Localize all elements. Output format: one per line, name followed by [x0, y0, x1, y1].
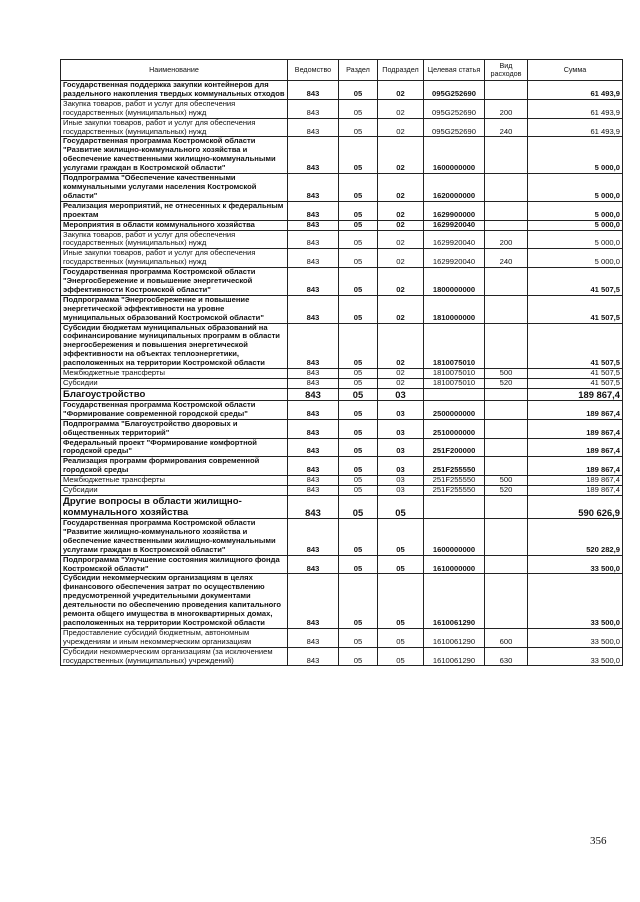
cell-sum: 33 500,0	[528, 574, 623, 628]
cell-target: 1600000000	[424, 137, 485, 174]
cell-target: 095G252690	[424, 81, 485, 100]
cell-sum: 189 867,4	[528, 438, 623, 457]
cell-dept: 843	[288, 574, 339, 628]
table-row	[61, 486, 623, 496]
cell-type	[485, 174, 528, 202]
cell-section: 05	[339, 379, 378, 389]
cell-dept: 843	[288, 230, 339, 249]
cell-subsection: 05	[378, 518, 424, 555]
cell-section: 05	[339, 518, 378, 555]
cell-type	[485, 81, 528, 100]
cell-target: 1610061290	[424, 574, 485, 628]
cell-target: 1800000000	[424, 268, 485, 296]
cell-type	[485, 555, 528, 574]
cell-section: 05	[339, 647, 378, 666]
cell-sum: 5 000,0	[528, 249, 623, 268]
cell-dept: 843	[288, 495, 339, 518]
cell-target	[424, 495, 485, 518]
cell-target	[424, 388, 485, 400]
cell-sum: 189 867,4	[528, 419, 623, 438]
cell-target: 095G252690	[424, 118, 485, 137]
cell-type	[485, 323, 528, 369]
cell-dept: 843	[288, 174, 339, 202]
cell-type	[485, 268, 528, 296]
cell-section: 05	[339, 574, 378, 628]
cell-name: Межбюджетные трансферты	[61, 476, 288, 486]
cell-subsection: 02	[378, 99, 424, 118]
cell-type	[485, 388, 528, 400]
cell-type: 500	[485, 369, 528, 379]
cell-section: 05	[339, 486, 378, 496]
cell-target: 1600000000	[424, 518, 485, 555]
cell-type: 200	[485, 99, 528, 118]
cell-sum: 61 493,9	[528, 81, 623, 100]
cell-name: Субсидии бюджетам муниципальных образований на софинансирование муниципальных программ в области энергосбережения и повышения энергетической эффективности на объектах теплоэнергетики, расположенных на территории Костромской области	[61, 323, 288, 369]
cell-sum: 41 507,5	[528, 323, 623, 369]
cell-section: 05	[339, 99, 378, 118]
cell-sum: 61 493,9	[528, 99, 623, 118]
cell-section: 05	[339, 495, 378, 518]
table-row	[61, 99, 623, 118]
cell-sum: 41 507,5	[528, 379, 623, 389]
cell-name: Субсидии	[61, 379, 288, 389]
cell-section: 05	[339, 201, 378, 220]
cell-sum: 189 867,4	[528, 486, 623, 496]
header-subsection: Подраздел	[378, 60, 424, 81]
table-row	[61, 476, 623, 486]
cell-target: 1629920040	[424, 220, 485, 230]
cell-type	[485, 518, 528, 555]
cell-name: Подпрограмма "Энергосбережение и повышение энергетической эффективности на уровне муниципальных образований Костромской области"	[61, 295, 288, 323]
cell-target: 1610061290	[424, 628, 485, 647]
cell-target: 251F255550	[424, 457, 485, 476]
cell-dept: 843	[288, 137, 339, 174]
cell-name: Благоустройство	[61, 388, 288, 400]
table-row	[61, 400, 623, 419]
table-row	[61, 574, 623, 628]
cell-type	[485, 438, 528, 457]
cell-dept: 843	[288, 220, 339, 230]
table-row	[61, 220, 623, 230]
cell-sum: 33 500,0	[528, 555, 623, 574]
table-row	[61, 323, 623, 369]
table-row	[61, 419, 623, 438]
cell-name: Федеральный проект "Формирование комфортной городской среды"	[61, 438, 288, 457]
budget-sheet	[60, 59, 622, 666]
cell-sum: 5 000,0	[528, 220, 623, 230]
cell-target: 1629920040	[424, 230, 485, 249]
cell-name: Закупка товаров, работ и услуг для обеспечения государственных (муниципальных) нужд	[61, 230, 288, 249]
table-row	[61, 495, 623, 518]
cell-target: 251F255550	[424, 486, 485, 496]
cell-type	[485, 137, 528, 174]
cell-dept: 843	[288, 486, 339, 496]
cell-type: 500	[485, 476, 528, 486]
cell-target: 1620000000	[424, 174, 485, 202]
cell-target: 1810000000	[424, 295, 485, 323]
cell-subsection: 02	[378, 230, 424, 249]
cell-type	[485, 574, 528, 628]
cell-type: 240	[485, 118, 528, 137]
table-row	[61, 379, 623, 389]
cell-name: Государственная программа Костромской области "Развитие жилищно-коммунального хозяйства и обеспечение качественными жилищно-коммунальными услугами граждан в Костромской области"	[61, 137, 288, 174]
cell-sum: 61 493,9	[528, 118, 623, 137]
cell-sum: 189 867,4	[528, 388, 623, 400]
cell-subsection: 02	[378, 323, 424, 369]
cell-section: 05	[339, 118, 378, 137]
cell-dept: 843	[288, 628, 339, 647]
cell-type	[485, 201, 528, 220]
cell-subsection: 02	[378, 220, 424, 230]
cell-name: Реализация программ формирования современной городской среды	[61, 457, 288, 476]
page-number: 356	[590, 835, 607, 847]
cell-subsection: 03	[378, 388, 424, 400]
cell-type: 200	[485, 230, 528, 249]
cell-section: 05	[339, 220, 378, 230]
cell-dept: 843	[288, 438, 339, 457]
cell-section: 05	[339, 476, 378, 486]
cell-name: Иные закупки товаров, работ и услуг для обеспечения государственных (муниципальных) нужд	[61, 249, 288, 268]
cell-type	[485, 457, 528, 476]
cell-subsection: 02	[378, 118, 424, 137]
cell-type: 520	[485, 379, 528, 389]
cell-dept: 843	[288, 647, 339, 666]
table-row	[61, 118, 623, 137]
cell-type: 240	[485, 249, 528, 268]
cell-sum: 33 500,0	[528, 628, 623, 647]
cell-subsection: 02	[378, 174, 424, 202]
cell-subsection: 05	[378, 628, 424, 647]
cell-section: 05	[339, 555, 378, 574]
cell-dept: 843	[288, 400, 339, 419]
cell-subsection: 05	[378, 555, 424, 574]
cell-subsection: 02	[378, 137, 424, 174]
cell-section: 05	[339, 268, 378, 296]
header-section: Раздел	[339, 60, 378, 81]
table-row	[61, 81, 623, 100]
cell-subsection: 02	[378, 81, 424, 100]
cell-subsection: 02	[378, 201, 424, 220]
cell-target: 1610061290	[424, 647, 485, 666]
cell-subsection: 02	[378, 369, 424, 379]
cell-subsection: 03	[378, 438, 424, 457]
cell-target: 1810075010	[424, 323, 485, 369]
table-header	[61, 60, 623, 81]
cell-subsection: 05	[378, 495, 424, 518]
cell-dept: 843	[288, 379, 339, 389]
cell-target: 251F200000	[424, 438, 485, 457]
cell-section: 05	[339, 137, 378, 174]
cell-subsection: 02	[378, 249, 424, 268]
cell-name: Другие вопросы в области жилищно-коммунального хозяйства	[61, 495, 288, 518]
table-row	[61, 230, 623, 249]
cell-target: 1629920040	[424, 249, 485, 268]
header-target: Целевая статья	[424, 60, 485, 81]
cell-name: Субсидии	[61, 486, 288, 496]
table-row	[61, 518, 623, 555]
cell-section: 05	[339, 400, 378, 419]
cell-target: 251F255550	[424, 476, 485, 486]
cell-subsection: 03	[378, 476, 424, 486]
cell-type: 630	[485, 647, 528, 666]
cell-target: 095G252690	[424, 99, 485, 118]
table-row	[61, 555, 623, 574]
cell-dept: 843	[288, 201, 339, 220]
cell-type	[485, 400, 528, 419]
cell-target: 1629900000	[424, 201, 485, 220]
budget-table	[60, 59, 623, 666]
cell-sum: 189 867,4	[528, 476, 623, 486]
table-row	[61, 438, 623, 457]
cell-name: Государственная поддержка закупки контейнеров для раздельного накопления твердых коммунальных отходов	[61, 81, 288, 100]
cell-subsection: 03	[378, 457, 424, 476]
cell-name: Закупка товаров, работ и услуг для обеспечения государственных (муниципальных) нужд	[61, 99, 288, 118]
cell-name: Иные закупки товаров, работ и услуг для обеспечения государственных (муниципальных) нужд	[61, 118, 288, 137]
cell-subsection: 02	[378, 379, 424, 389]
header-type: Вид расходов	[485, 60, 528, 81]
table-row	[61, 647, 623, 666]
cell-sum: 41 507,5	[528, 295, 623, 323]
cell-dept: 843	[288, 518, 339, 555]
table-body	[61, 81, 623, 666]
cell-dept: 843	[288, 323, 339, 369]
cell-sum: 5 000,0	[528, 174, 623, 202]
cell-subsection: 02	[378, 295, 424, 323]
cell-sum: 33 500,0	[528, 647, 623, 666]
cell-dept: 843	[288, 99, 339, 118]
cell-name: Подпрограмма "Обеспечение качественными коммунальными услугами населения Костромской области"	[61, 174, 288, 202]
cell-dept: 843	[288, 419, 339, 438]
cell-type	[485, 495, 528, 518]
table-row	[61, 201, 623, 220]
cell-sum: 520 282,9	[528, 518, 623, 555]
header-dept: Ведомство	[288, 60, 339, 81]
cell-name: Государственная программа Костромской области "Развитие жилищно-коммунального хозяйства и обеспечение качественными жилищно-коммунальными услугами граждан в Костромской области"	[61, 518, 288, 555]
cell-dept: 843	[288, 476, 339, 486]
table-row	[61, 369, 623, 379]
cell-dept: 843	[288, 457, 339, 476]
cell-subsection: 03	[378, 400, 424, 419]
cell-dept: 843	[288, 268, 339, 296]
cell-sum: 5 000,0	[528, 230, 623, 249]
cell-section: 05	[339, 438, 378, 457]
cell-sum: 189 867,4	[528, 400, 623, 419]
cell-target: 2510000000	[424, 419, 485, 438]
cell-type	[485, 419, 528, 438]
cell-type: 520	[485, 486, 528, 496]
cell-sum: 189 867,4	[528, 457, 623, 476]
cell-subsection: 02	[378, 268, 424, 296]
cell-subsection: 05	[378, 574, 424, 628]
cell-section: 05	[339, 295, 378, 323]
table-row	[61, 388, 623, 400]
cell-section: 05	[339, 174, 378, 202]
cell-sum: 5 000,0	[528, 201, 623, 220]
cell-type: 600	[485, 628, 528, 647]
cell-dept: 843	[288, 555, 339, 574]
cell-dept: 843	[288, 118, 339, 137]
cell-dept: 843	[288, 369, 339, 379]
table-row	[61, 249, 623, 268]
cell-section: 05	[339, 388, 378, 400]
cell-dept: 843	[288, 388, 339, 400]
cell-target: 2500000000	[424, 400, 485, 419]
cell-section: 05	[339, 369, 378, 379]
cell-section: 05	[339, 457, 378, 476]
cell-name: Межбюджетные трансферты	[61, 369, 288, 379]
header-name: Наименование	[61, 60, 288, 81]
cell-name: Субсидии некоммерческим организациям в целях финансового обеспечения затрат по осуществлению предусмотренной учредительными документами деятельности по обеспечению проведения капитального ремонта общего имущества в многоквартирных домах, расположенных на территории Костромской области	[61, 574, 288, 628]
cell-type	[485, 295, 528, 323]
table-row	[61, 174, 623, 202]
cell-type	[485, 220, 528, 230]
table-row	[61, 137, 623, 174]
cell-sum: 41 507,5	[528, 369, 623, 379]
cell-subsection: 03	[378, 419, 424, 438]
cell-name: Субсидии некоммерческим организациям (за исключением государственных (муниципальных) учреждений)	[61, 647, 288, 666]
cell-target: 1610000000	[424, 555, 485, 574]
cell-name: Предоставление субсидий бюджетным, автономным учреждениям и иным некоммерческим организациям	[61, 628, 288, 647]
table-row	[61, 295, 623, 323]
cell-section: 05	[339, 230, 378, 249]
table-row	[61, 457, 623, 476]
cell-target: 1810075010	[424, 369, 485, 379]
cell-section: 05	[339, 81, 378, 100]
cell-name: Реализация мероприятий, не отнесенных к федеральным проектам	[61, 201, 288, 220]
cell-sum: 590 626,9	[528, 495, 623, 518]
cell-name: Подпрограмма "Благоустройство дворовых и общественных территорий"	[61, 419, 288, 438]
cell-name: Государственная программа Костромской области "Энергосбережение и повышение энергетической эффективности Костромской области"	[61, 268, 288, 296]
cell-name: Мероприятия в области коммунального хозяйства	[61, 220, 288, 230]
cell-name: Подпрограмма "Улучшение состояния жилищного фонда Костромской области"	[61, 555, 288, 574]
cell-dept: 843	[288, 295, 339, 323]
cell-subsection: 05	[378, 647, 424, 666]
cell-section: 05	[339, 323, 378, 369]
table-row	[61, 268, 623, 296]
cell-name: Государственная программа Костромской области "Формирование современной городской среды"	[61, 400, 288, 419]
table-row	[61, 628, 623, 647]
header-sum: Сумма	[528, 60, 623, 81]
cell-sum: 5 000,0	[528, 137, 623, 174]
cell-target: 1810075010	[424, 379, 485, 389]
cell-sum: 41 507,5	[528, 268, 623, 296]
cell-dept: 843	[288, 249, 339, 268]
cell-section: 05	[339, 628, 378, 647]
cell-dept: 843	[288, 81, 339, 100]
cell-section: 05	[339, 249, 378, 268]
cell-section: 05	[339, 419, 378, 438]
cell-subsection: 03	[378, 486, 424, 496]
